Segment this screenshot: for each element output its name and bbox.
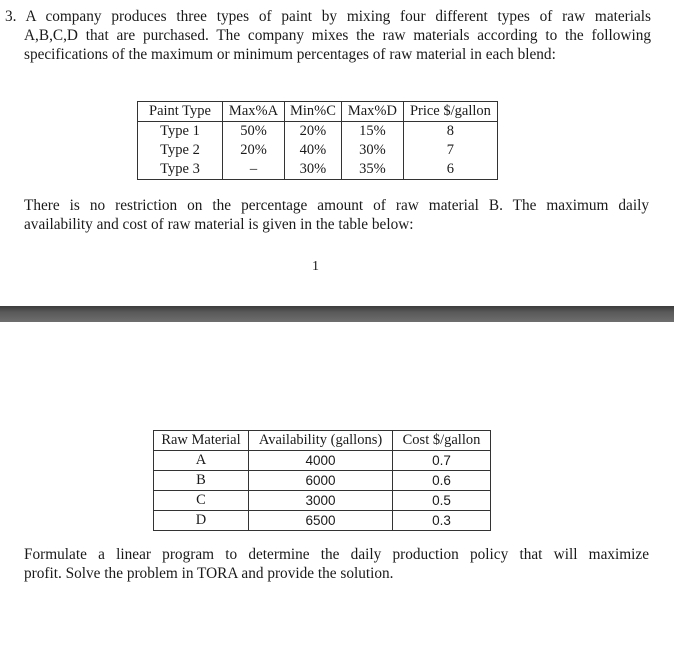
header-cost: Cost $/gallon — [393, 431, 491, 451]
cell: Type 2 — [138, 141, 223, 160]
header-paint-type: Paint Type — [138, 102, 223, 122]
table-row — [154, 511, 491, 531]
header-raw-material: Raw Material — [154, 431, 249, 451]
intro-line-1: 3. A company produces three types of paint by mixing four different types of raw materials — [5, 8, 651, 25]
cell: 0.3 — [393, 511, 491, 531]
cell: 30% — [285, 160, 342, 180]
header-max-d: Max%D — [341, 102, 403, 122]
header-availability: Availability (gallons) — [249, 431, 393, 451]
closing-line-2: profit. Solve the problem in TORA and provide the solution. — [24, 565, 394, 582]
cell: 8 — [403, 122, 497, 142]
cell: C — [154, 491, 249, 511]
cell: 7 — [403, 141, 497, 160]
closing-instructions — [24, 545, 649, 583]
cell: B — [154, 471, 249, 491]
cell: 20% — [223, 141, 285, 160]
cell: 4000 — [249, 451, 393, 471]
cell: Type 3 — [138, 160, 223, 180]
table-row — [138, 141, 498, 160]
cell: Type 1 — [138, 122, 223, 142]
page-number: 1 — [312, 259, 319, 274]
intro-line-2: A,B,C,D that are purchased. The company mixes the raw materials according to the following — [24, 27, 651, 44]
table-header-row — [138, 102, 498, 122]
middle-line-1: There is no restriction on the percentage amount of raw material B. The maximum daily — [24, 197, 649, 214]
table-row — [138, 160, 498, 180]
closing-line-1: Formulate a linear program to determine the daily production policy that will maximize — [24, 546, 649, 563]
cell: 3000 — [249, 491, 393, 511]
cell: 0.5 — [393, 491, 491, 511]
material-restriction-text — [24, 196, 649, 234]
cell: 6000 — [249, 471, 393, 491]
table-row — [154, 491, 491, 511]
header-min-c: Min%C — [285, 102, 342, 122]
table-row — [154, 471, 491, 491]
cell: 20% — [285, 122, 342, 142]
header-max-a: Max%A — [223, 102, 285, 122]
table-row — [154, 451, 491, 471]
cell: 35% — [341, 160, 403, 180]
raw-material-table — [153, 430, 491, 531]
table-header-row — [154, 431, 491, 451]
cell: 40% — [285, 141, 342, 160]
cell: 50% — [223, 122, 285, 142]
cell: – — [223, 160, 285, 180]
cell: 30% — [341, 141, 403, 160]
cell: 0.6 — [393, 471, 491, 491]
header-price: Price $/gallon — [403, 102, 497, 122]
cell: 15% — [341, 122, 403, 142]
table-row — [138, 122, 498, 142]
cell: D — [154, 511, 249, 531]
cell: 0.7 — [393, 451, 491, 471]
intro-line-3: specifications of the maximum or minimum percentages of raw material in each blend: — [24, 46, 556, 63]
problem-intro — [5, 7, 651, 64]
cell: A — [154, 451, 249, 471]
middle-line-2: availability and cost of raw material is given in the table below: — [24, 216, 414, 233]
cell: 6500 — [249, 511, 393, 531]
blend-spec-table — [137, 101, 498, 180]
cell: 6 — [403, 160, 497, 180]
page-break-bar — [0, 306, 674, 322]
